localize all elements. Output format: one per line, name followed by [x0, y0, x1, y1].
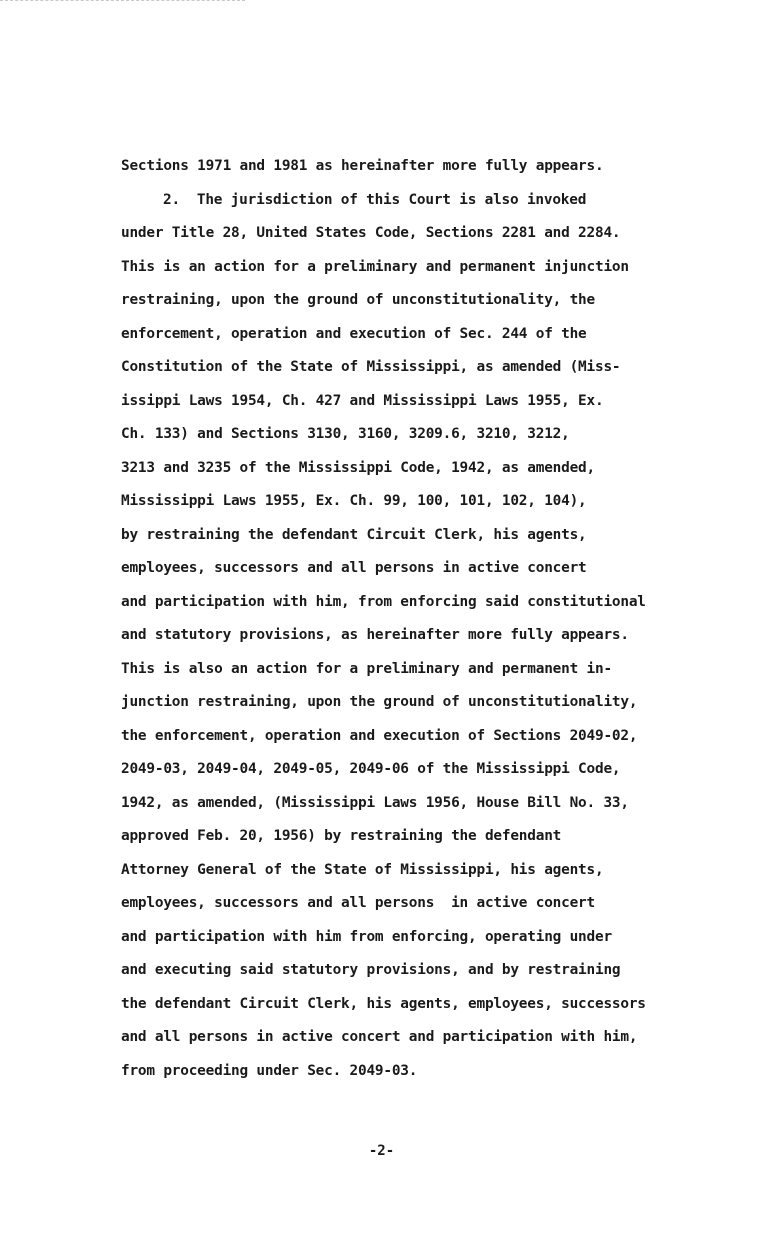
text-line: by restraining the defendant Circuit Clerk, his agents,	[121, 526, 587, 543]
text-line: 3213 and 3235 of the Mississippi Code, 1942, as amended,	[121, 459, 595, 476]
text-line: Ch. 133) and Sections 3130, 3160, 3209.6, 3210, 3212,	[121, 426, 570, 442]
text-line: issippi Laws 1954, Ch. 427 and Mississippi Laws 1955, Ex.	[121, 392, 604, 409]
page-number: -2-	[368, 1143, 395, 1159]
body-text	[121, 150, 701, 1088]
text-line: and participation with him from enforcing, operating under	[121, 928, 612, 945]
text-line: enforcement, operation and execution of Sec. 244 of the	[121, 325, 587, 342]
text-line: Attorney General of the State of Mississippi, his agents,	[121, 861, 604, 878]
text-line: employees, successors and all persons in active concert	[121, 560, 587, 576]
text-line: approved Feb. 20, 1956) by restraining the defendant	[121, 828, 562, 844]
text-line: the defendant Circuit Clerk, his agents, employees, successors	[121, 995, 646, 1012]
text-line: Sections 1971 and 1981 as hereinafter more fully appears.	[121, 158, 604, 174]
text-line: the enforcement, operation and execution of Sections 2049-02,	[121, 727, 638, 744]
text-line: restraining, upon the ground of unconstitutionality, the	[121, 292, 595, 308]
text-line: employees, successors and all persons in active concert	[121, 895, 595, 911]
text-line: and executing said statutory provisions, and by restraining	[121, 962, 621, 978]
text-line: and all persons in active concert and participation with him,	[121, 1029, 638, 1045]
text-line: and participation with him, from enforcing said constitutional	[121, 593, 646, 610]
text-line: 2049-03, 2049-04, 2049-05, 2049-06 of the Mississippi Code,	[121, 761, 621, 777]
text-line: This is an action for a preliminary and permanent injunction	[121, 258, 629, 275]
text-line: from proceeding under Sec. 2049-03.	[121, 1062, 418, 1079]
text-line: Mississippi Laws 1955, Ex. Ch. 99, 100, 101, 102, 104),	[121, 493, 587, 509]
top-dashed-rule	[0, 0, 245, 1]
text-line: This is also an action for a preliminary and permanent in-	[121, 660, 612, 677]
paragraph-2-first-line: 2. The jurisdiction of this Court is also invoked	[163, 191, 587, 208]
text-line: junction restraining, upon the ground of unconstitutionality,	[121, 694, 638, 710]
text-line: under Title 28, United States Code, Sections 2281 and 2284.	[121, 225, 621, 241]
text-line: 1942, as amended, (Mississippi Laws 1956, House Bill No. 33,	[121, 794, 629, 811]
text-line: Constitution of the State of Mississippi, as amended (Miss-	[121, 359, 621, 375]
text-line: and statutory provisions, as hereinafter more fully appears.	[121, 627, 629, 643]
